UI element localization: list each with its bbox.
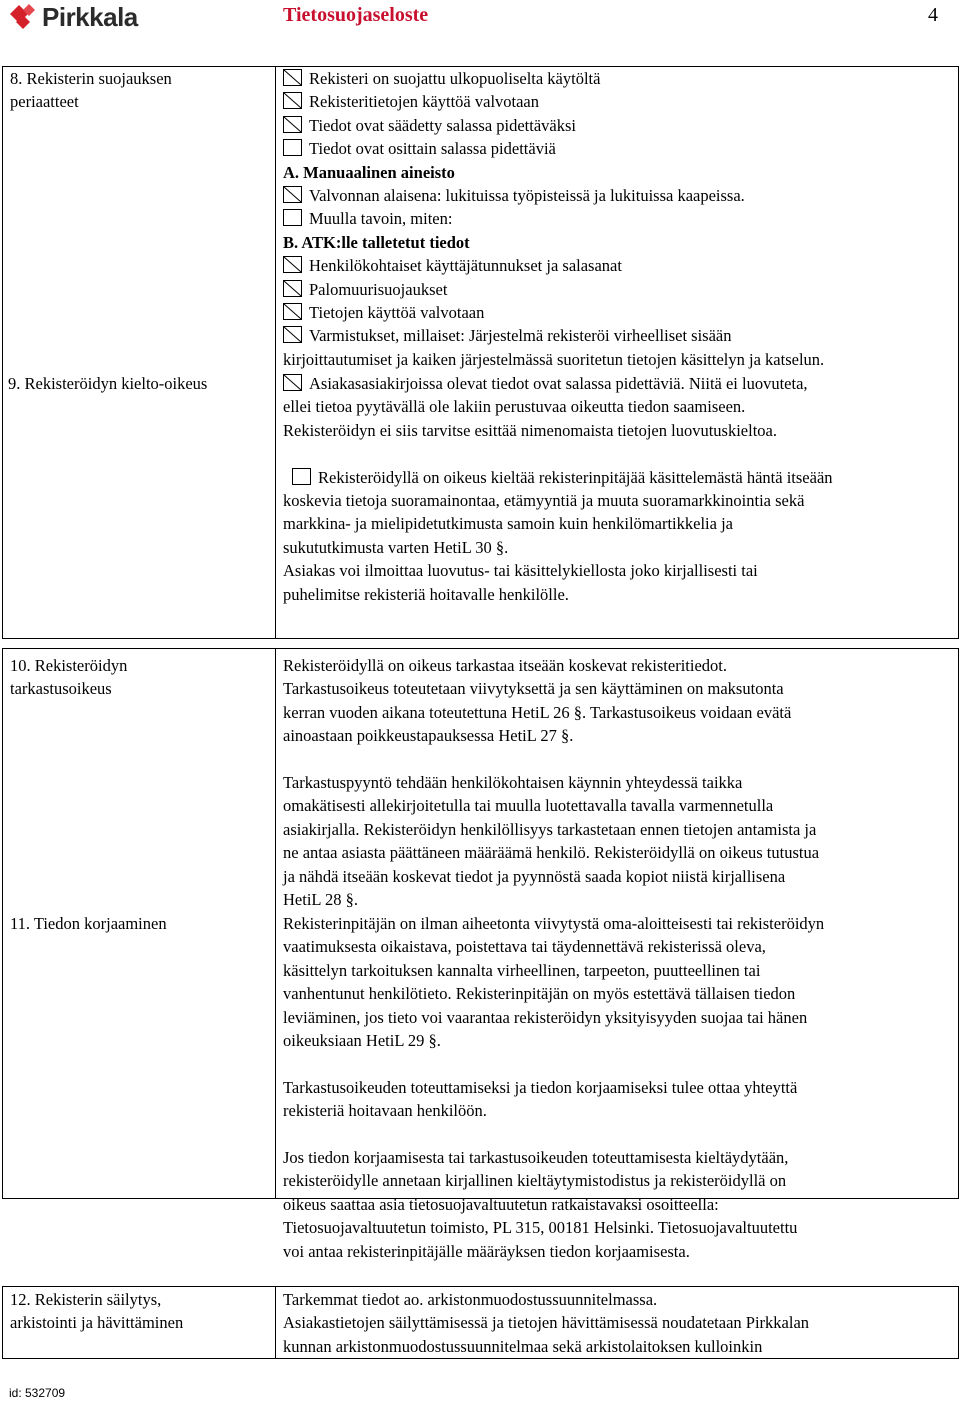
checked-box-icon [283, 303, 302, 320]
text-line: Rekisterinpitäjän on ilman aiheetonta viivytystä oma-aloitteisesti tai rekisteröidyn [283, 914, 825, 933]
column-divider [275, 648, 276, 1199]
logo-text: Pirkkala [42, 1, 138, 32]
document-title: Tietosuojaseloste [283, 4, 429, 26]
checklist-item: Palomuurisuojaukset [283, 278, 955, 301]
checked-box-icon [283, 374, 302, 391]
checked-box-icon [283, 92, 302, 109]
checklist-item: Henkilökohtaiset käyttäjätunnukset ja salasanat [283, 254, 955, 277]
section-12-content [283, 1288, 955, 1358]
column-divider [275, 1286, 276, 1359]
text-line: voi antaa rekisterinpitäjälle määräyksen tiedon korjaamisesta. [283, 1241, 690, 1261]
atk-continuation: kirjoittautumiset ja kaiken järjestelmässä suoritetun tietojen käsittelyn ja katselun. [283, 349, 825, 369]
text-line: Tarkastusoikeuden toteuttamiseksi ja tiedon korjaamiseksi tulee ottaa yhteyttä [283, 1077, 798, 1097]
section-9-content [283, 372, 955, 606]
checklist-item: Valvonnan alaisena: lukituissa työpisteissä ja lukituissa kaapeissa. [283, 184, 955, 207]
checklist-item: Rekisteröidyllä on oikeus kieltää rekisterinpitäjää käsittelemästä häntä itseään [292, 466, 955, 489]
section-12-label: 12. Rekisterin säilytys, arkistointi ja hävittäminen [10, 1290, 184, 1333]
text-line: ne antaa asiasta päättäneen määräämä henkilö. Rekisteröidyllä on oikeus tutustua [283, 843, 820, 863]
section-11-content [283, 912, 955, 1263]
text-line: oikeus saattaa asia tietosuojavaltuutetun ratkaistavaksi osoitteella: [283, 1194, 719, 1214]
text-line: asiakirjalla. Rekisteröidyn henkilöllisyys tarkastetaan ennen tietojen antamista ja [283, 819, 817, 839]
checklist-item: Tietojen käyttöä valvotaan [283, 301, 955, 324]
text-line: kunnan arkistonmuodostussuunnitelmaa sekä arkistolaitoksen kulloinkin [283, 1336, 763, 1356]
checked-box-icon [283, 186, 302, 203]
checked-box-icon [283, 116, 302, 133]
checklist-item: Rekisteritietojen käyttöä valvotaan [283, 90, 955, 113]
text-line: oikeuksiaan HetiL 29 §. [283, 1031, 441, 1051]
text-line: ja nähdä itseään koskevat tiedot ja pyynnöstä saada kopiot niistä kirjallisena [283, 866, 786, 886]
text-line: markkina- ja mielipidetutkimusta samoin kuin henkilömartikkelia ja [283, 514, 733, 534]
section-10-label: 10. Rekisteröidyn tarkastusoikeus [10, 656, 128, 699]
checklist-item: Rekisteri on suojattu ulkopuoliselta käytöltä [283, 67, 955, 90]
text-line: vanhentunut henkilötieto. Rekisterinpitäjän on myös estettävä tällaisen tiedon [283, 984, 796, 1004]
checklist-item: Tiedot ovat osittain salassa pidettäviä [283, 137, 955, 160]
checked-box-icon [283, 256, 302, 273]
text-line: käsittelyn tarkoituksen kannalta virheellinen, tarpeeton, puutteellinen tai [283, 960, 761, 980]
text-line: Asiakastietojen säilyttämisessä ja tietojen hävittämisessä noudatetaan Pirkkalan [283, 1313, 810, 1333]
section-8-label: 8. Rekisterin suojauksen periaatteet [10, 69, 172, 112]
manual-heading: A. Manuaalinen aineisto [283, 162, 455, 182]
text-line: sukututkimusta varten HetiL 30 §. [283, 537, 509, 557]
column-divider [275, 66, 276, 639]
section-11-label: 11. Tiedon korjaaminen [10, 914, 167, 933]
page-number: 4 [928, 4, 938, 26]
checklist-item: Muulla tavoin, miten: [283, 207, 955, 230]
checklist-item: Tiedot ovat säädetty salassa pidettäväksi [283, 114, 955, 137]
atk-heading: B. ATK:lle talletetut tiedot [283, 232, 470, 252]
checked-box-icon [283, 326, 302, 343]
unchecked-box-icon [292, 468, 311, 485]
text-line: Tietosuojavaltuutetun toimisto, PL 315, 00181 Helsinki. Tietosuojavaltuutettu [283, 1218, 798, 1238]
text-line: Rekisteröidyn ei siis tarvitse esittää nimenomaista tietojen luovutuskieltoa. [283, 420, 777, 440]
checklist-item: Asiakasasiakirjoissa olevat tiedot ovat salassa pidettäviä. Niitä ei luovuteta, [283, 372, 955, 395]
pirkkala-logo [8, 2, 138, 32]
text-line: Tarkastuspyyntö tehdään henkilökohtaisen käynnin yhteydessä taikka [283, 773, 743, 793]
unchecked-box-icon [283, 209, 302, 226]
text-line: ellei tietoa pyytävällä ole lakiin perustuvaa oikeutta tiedon saamiseen. [283, 397, 746, 417]
section-8-content [283, 67, 955, 371]
text-line: omakätisesti allekirjoitetulla tai muulla luotettavalla tavalla varmennetulla [283, 796, 774, 816]
checked-box-icon [283, 280, 302, 297]
text-line: ainoastaan poikkeustapauksessa HetiL 27 §. [283, 726, 574, 746]
text-line: leviäminen, jos tieto voi vaarantaa rekisteröidyn yksityisyyden suojaa tai hänen [283, 1007, 808, 1027]
text-line: vaatimuksesta oikaistava, poistettava tai täydennettävä rekisterissä oleva, [283, 937, 766, 957]
text-line: Tarkemmat tiedot ao. arkistonmuodostussuunnitelmassa. [283, 1290, 658, 1309]
page-header [0, 0, 960, 40]
text-line: HetiL 28 §. [283, 890, 358, 910]
checklist-item: Varmistukset, millaiset: Järjestelmä rekisteröi virheelliset sisään [283, 324, 955, 347]
unchecked-box-icon [283, 139, 302, 156]
text-line: kerran vuoden aikana toteutettuna HetiL 26 §. Tarkastusoikeus voidaan evätä [283, 702, 792, 722]
pirkkala-emblem-icon [8, 2, 38, 32]
text-line: Asiakas voi ilmoittaa luovutus- tai käsittelykiellosta joko kirjallisesti tai [283, 561, 758, 581]
text-line: rekisteriä hoitavaan henkilöön. [283, 1101, 487, 1121]
text-line: Tarkastusoikeus toteutetaan viivytyksettä ja sen käyttäminen on maksutonta [283, 679, 784, 699]
text-line: puhelimitse rekisteriä hoitavalle henkilölle. [283, 584, 569, 604]
text-line: Jos tiedon korjaamisesta tai tarkastusoikeuden toteuttamisesta kieltäydytään, [283, 1148, 789, 1168]
text-line: rekisteröidylle annetaan kirjallinen kieltäytymistodistus ja rekisteröidyllä on [283, 1171, 787, 1191]
document-id: id: 532709 [9, 1386, 66, 1400]
text-line: koskevia tietoja suoramainontaa, etämyyntiä ja muuta suoramarkkinointia sekä [283, 491, 805, 511]
text-line: Rekisteröidyllä on oikeus tarkastaa itseään koskevat rekisteritiedot. [283, 656, 727, 675]
register-table [2, 66, 959, 1359]
section-10-content [283, 654, 955, 911]
section-9-label: 9. Rekisteröidyn kielto-oikeus [8, 374, 208, 393]
checked-box-icon [283, 69, 302, 86]
